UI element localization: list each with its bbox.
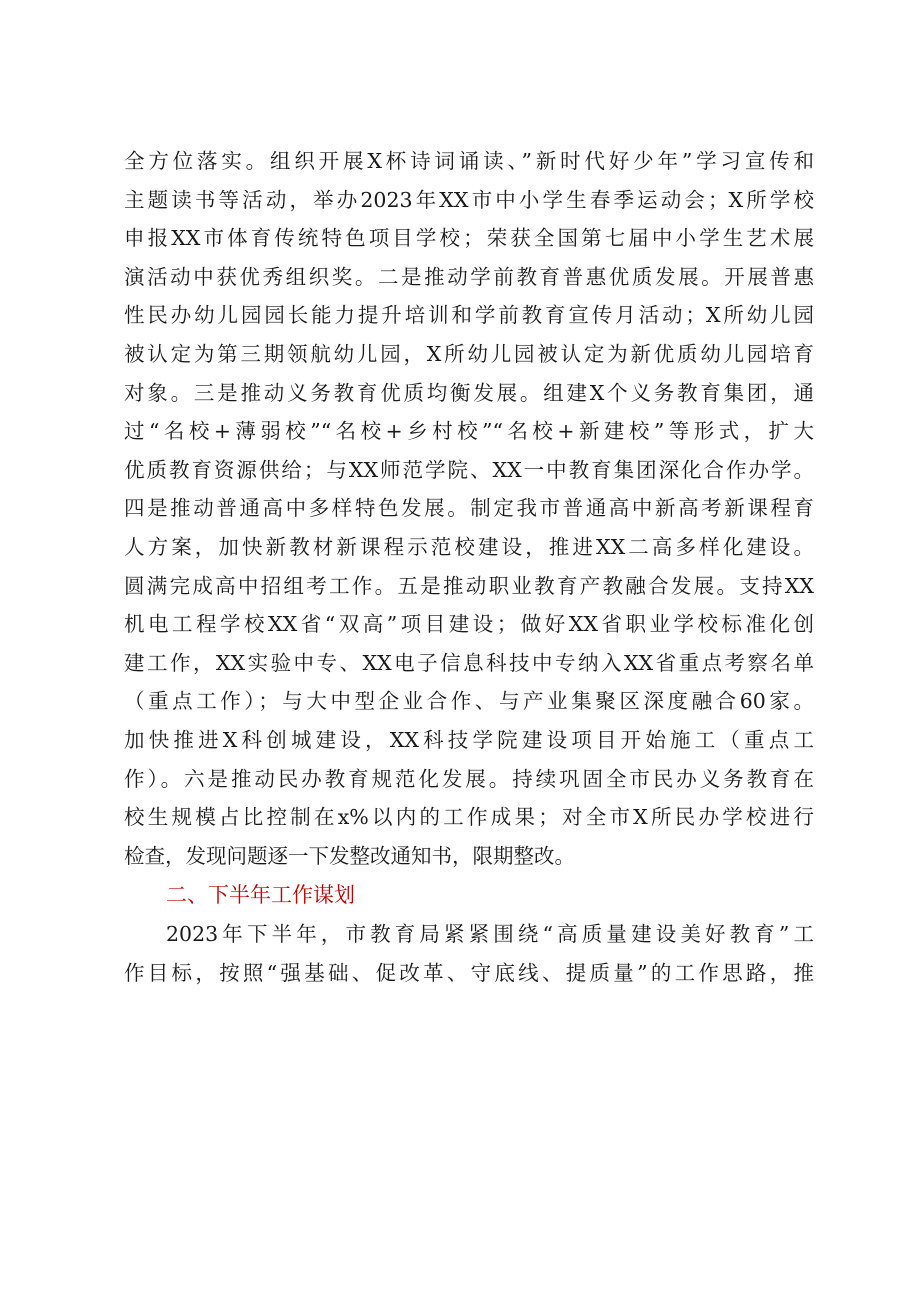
text-line: 性民办幼儿园园长能力提升培训和学前教育宣传月活动；X所幼儿园 [124, 303, 814, 328]
paragraph-second-half-plan [124, 915, 814, 992]
text-line: 过“名校+薄弱校”“名校+乡村校”“名校+新建校”等形式，扩大 [124, 419, 814, 444]
text-line: 2023年下半年，市教育局紧紧围绕“高质量建设美好教育”工 [166, 922, 814, 947]
text-line: 加快推进X科创城建设，XX科技学院建设项目开始施工（重点工 [124, 727, 814, 752]
text-line: 人方案，加快新教材新课程示范校建设，推进XX二高多样化建设。 [124, 534, 814, 559]
text-line: 四是推动普通高中多样特色发展。制定我市普通高中新高考新课程育 [124, 496, 814, 521]
text-line: 作）。六是推动民办教育规范化发展。持续巩固全市民办义务教育在 [124, 766, 814, 791]
text-line: 优质教育资源供给；与XX师范学院、XX一中教育集团深化合作办学。 [124, 457, 814, 482]
text-line: 被认定为第三期领航幼儿园，X所幼儿园被认定为新优质幼儿园培育 [124, 341, 814, 366]
document-body [124, 142, 814, 992]
text-line: 对象。三是推动义务教育优质均衡发展。组建X个义务教育集团，通 [124, 380, 814, 405]
text-line: 检查，发现问题逐一下发整改通知书，限期整改。 [124, 843, 575, 868]
text-line: 建工作，XX实验中专、XX电子信息科技中专纳入XX省重点考察名单 [124, 650, 814, 675]
text-line: 校生规模占比控制在x%以内的工作成果；对全市X所民办学校进行 [124, 805, 814, 830]
text-line: 作目标，按照“强基础、促改革、守底线、提质量”的工作思路，推 [124, 960, 814, 985]
text-line: 全方位落实。组织开展X杯诗词诵读、”新时代好少年”学习宣传和 [124, 149, 814, 173]
text-line: 圆满完成高中招组考工作。五是推动职业教育产教融合发展。支持XX [124, 573, 814, 598]
text-line: 机电工程学校XX省“双高”项目建设；做好XX省职业学校标准化创 [124, 612, 814, 637]
text-line: 申报XX市体育传统特色项目学校；荣获全国第七届中小学生艺术展 [124, 226, 814, 251]
text-line: 演活动中获优秀组织奖。二是推动学前教育普惠优质发展。开展普惠 [124, 264, 814, 289]
paragraph-first-half-summary [124, 142, 814, 875]
text-line: （重点工作）；与大中型企业合作、与产业集聚区深度融合60家。 [124, 689, 814, 714]
section-heading: 二、下半年工作谋划 [166, 883, 355, 908]
text-line: 主题读书等活动，举办2023年XX市中小学生春季运动会；X所学校 [124, 187, 814, 212]
